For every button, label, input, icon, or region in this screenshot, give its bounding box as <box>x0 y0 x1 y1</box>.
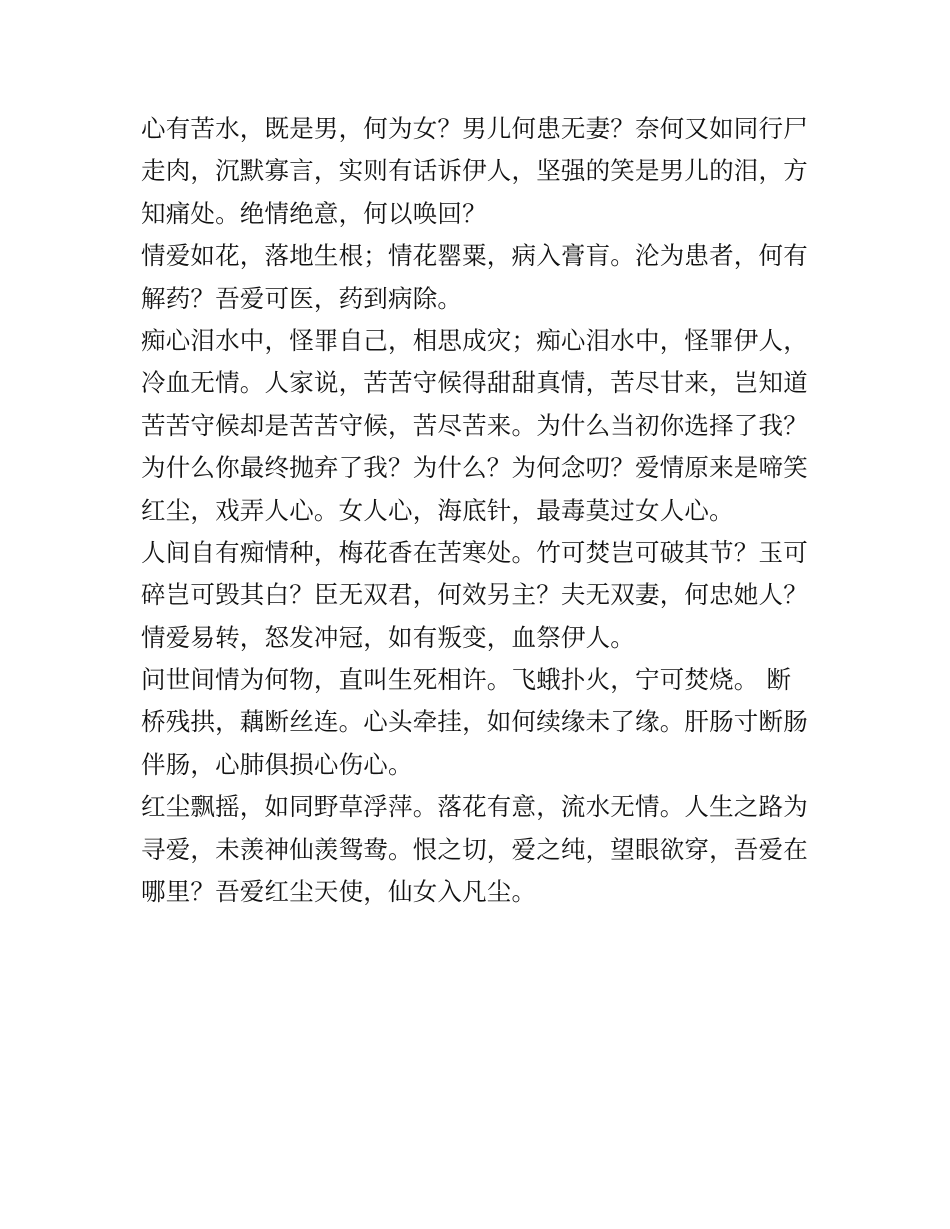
text-line: 红尘飘摇，如同野草浮萍。落花有意，流水无情。人生之路为 <box>141 792 808 822</box>
text-line: 情爱如花，落地生根；情花罂粟，病入膏肓。沦为患者，何有 <box>141 241 808 271</box>
text-line: 碎岂可毁其白？臣无双君，何效另主？夫无双妻，何忠她人？ <box>141 580 808 610</box>
text-line: 解药？吾爱可医，药到病除。 <box>141 283 463 313</box>
text-line: 情爱易转，怒发冲冠，如有叛变，血祭伊人。 <box>141 622 635 652</box>
paragraph-5 <box>141 659 821 786</box>
text-line: 桥残拱，藕断丝连。心头牵挂，如何续缘未了缘。肝肠寸断肠 <box>141 707 808 737</box>
paragraph-4 <box>141 532 821 659</box>
text-line: 红尘，戏弄人心。女人心，海底针，最毒莫过女人心。 <box>141 495 734 525</box>
text-line: 问世间情为何物，直叫生死相许。飞蛾扑火，宁可焚烧。 断 <box>141 665 792 695</box>
paragraph-6 <box>141 786 821 913</box>
text-line: 寻爱，未羡神仙羡鸳鸯。恨之切，爱之纯，望眼欲穿，吾爱在 <box>141 834 808 864</box>
paragraph-1 <box>141 108 821 235</box>
text-line: 知痛处。绝情绝意，何以唤回？ <box>141 198 487 228</box>
text-line: 冷血无情。人家说，苦苦守候得甜甜真情，苦尽甘来，岂知道 <box>141 368 808 398</box>
paragraph-2 <box>141 235 821 320</box>
text-line: 苦苦守候却是苦苦守候，苦尽苦来。为什么当初你选择了我？ <box>141 410 808 440</box>
text-line: 走肉，沉默寡言，实则有话诉伊人，坚强的笑是男儿的泪，方 <box>141 156 808 186</box>
text-line: 伴肠，心肺俱损心伤心。 <box>141 749 413 779</box>
text-line: 哪里？吾爱红尘天使，仙女入凡尘。 <box>141 877 537 907</box>
text-line: 人间自有痴情种，梅花香在苦寒处。竹可焚岂可破其节？玉可 <box>141 537 808 567</box>
document-body <box>141 108 821 913</box>
text-line: 心有苦水，既是男，何为女？男儿何患无妻？奈何又如同行尸 <box>141 114 808 143</box>
paragraph-3 <box>141 320 821 532</box>
text-line: 痴心泪水中，怪罪自己，相思成灾；痴心泪水中，怪罪伊人， <box>141 325 808 355</box>
text-line: 为什么你最终抛弃了我？为什么？为何念叨？爱情原来是啼笑 <box>141 453 808 483</box>
